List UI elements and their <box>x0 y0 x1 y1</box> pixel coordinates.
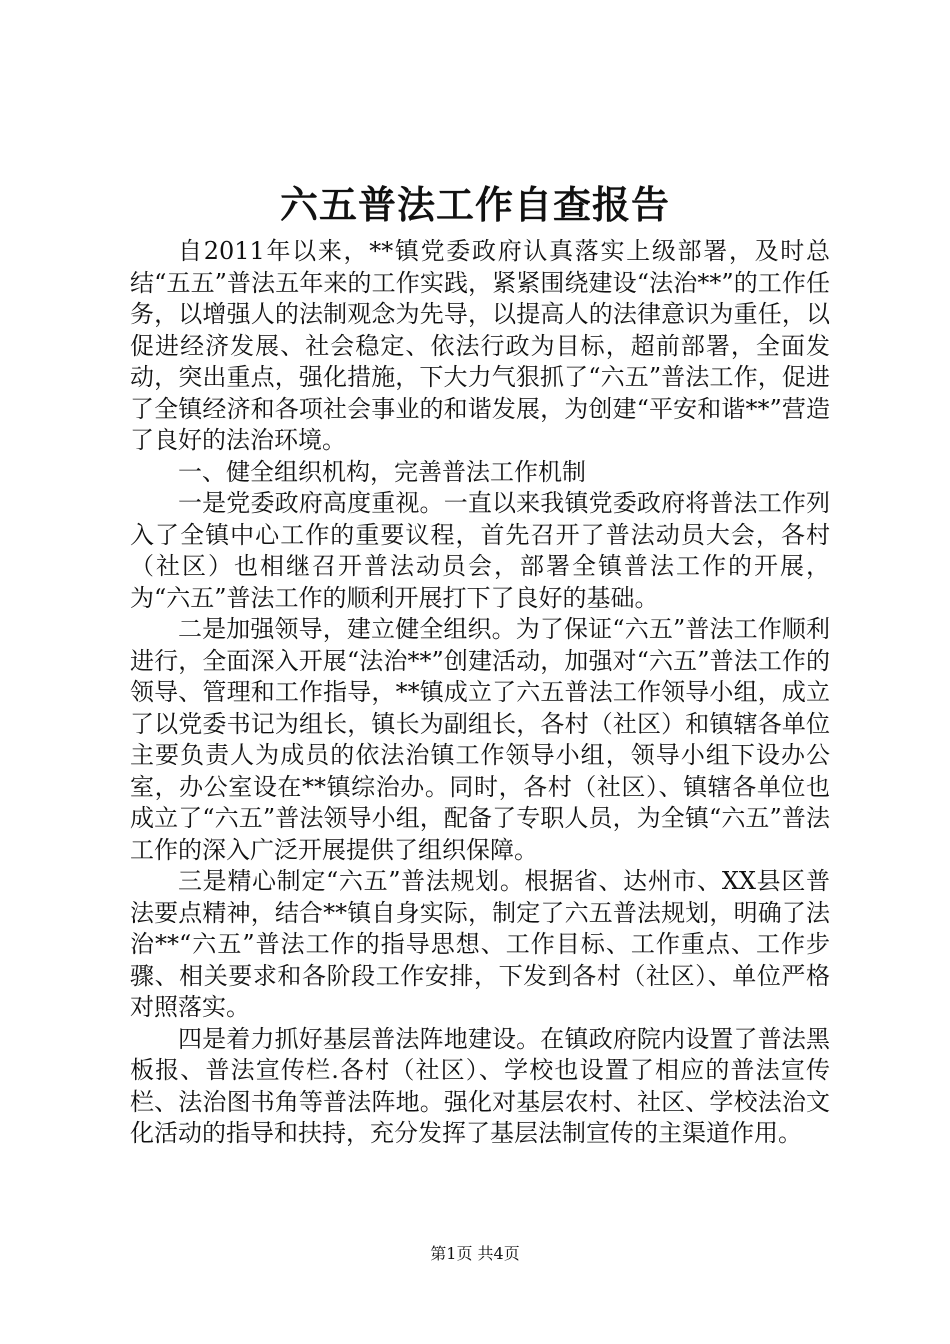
document-body <box>130 236 830 1150</box>
body-paragraph: 四是着力抓好基层普法阵地建设。在镇政府院内设置了普法黑板报、普法宣传栏.各村（社区）、学校也设置了相应的普法宣传栏、法治图书角等普法阵地。强化对基层农村、社区、学校法治文化活动的指导和扶持，充分发挥了基层法制宣传的主渠道作用。 <box>130 1024 830 1147</box>
section-heading: 一、健全组织机构，完善普法工作机制 <box>178 457 586 486</box>
intro-paragraph: 自2011年以来，**镇党委政府认真落实上级部署，及时总结“五五”普法五年来的工作实践，紧紧围绕建设“法治**”的工作任务，以增强人的法制观念为先导，以提高人的法律意识为重任，以促进经济发展、社会稳定、依法行政为目标，超前部署，全面发动，突出重点，强化措施，下大力气狠抓了“六五”普法工作，促进了全镇经济和各项社会事业的和谐发展，为创建“平安和谐**”营造了良好的法治环境。 <box>130 237 830 454</box>
body-paragraph: 二是加强领导，建立健全组织。为了保证“六五”普法工作顺利进行，全面深入开展“法治**”创建活动，加强对“六五”普法工作的领导、管理和工作指导，**镇成立了六五普法工作领导小组，成立了以党委书记为组长，镇长为副组长，各村（社区）和镇辖各单位主要负责人为成员的依法治镇工作领导小组，领导小组下设办公室，办公室设在**镇综治办。同时，各村（社区）、镇辖各单位也成立了“六五”普法领导小组，配备了专职人员，为全镇“六五”普法工作的深入广泛开展提供了组织保障。 <box>130 615 830 864</box>
document-title: 六五普法工作自查报告 <box>279 182 670 227</box>
body-paragraph: 三是精心制定“六五”普法规划。根据省、达州市、XX县区普法要点精神，结合**镇自身实际，制定了六五普法规划，明确了法治**“六五”普法工作的指导思想、工作目标、工作重点、工作步骤、相关要求和各阶段工作安排，下发到各村（社区）、单位严格对照落实。 <box>130 867 830 1021</box>
page-footer: 第1页 共4页 <box>430 1244 520 1263</box>
body-paragraph: 一是党委政府高度重视。一直以来我镇党委政府将普法工作列入了全镇中心工作的重要议程，首先召开了普法动员大会，各村（社区）也相继召开普法动员会，部署全镇普法工作的开展，为“六五”普法工作的顺利开展打下了良好的基础。 <box>130 489 830 612</box>
